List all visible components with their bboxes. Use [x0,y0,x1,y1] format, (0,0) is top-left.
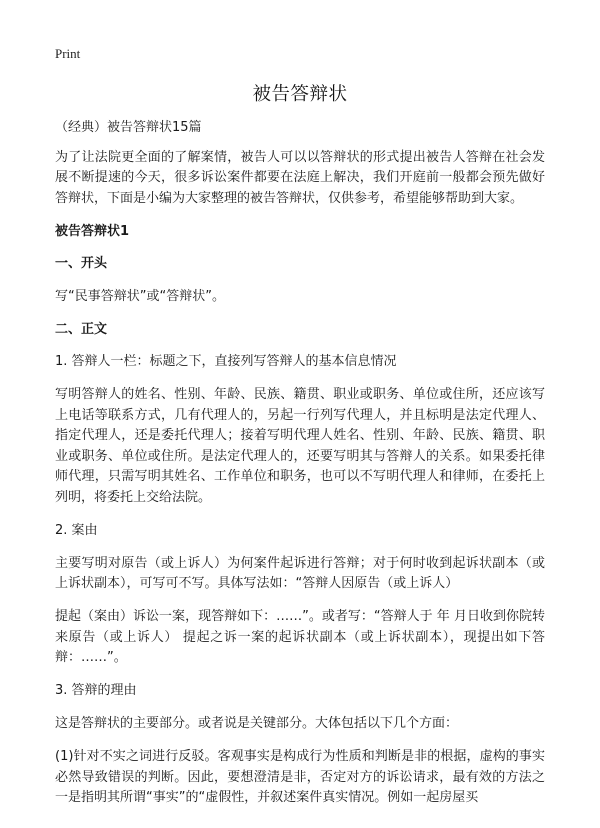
print-link[interactable]: Print [55,46,81,61]
item-3-point-1: (1)针对不实之词进行反驳。客观事实是构成行为性质和判断是非的根据，虚构的事实必然导致错误的判断。因此，要想澄清是非，否定对方的诉讼请求，最有效的方法之一是指明其所谓“事实”的“虚假性，并叙述案件真实情况。例如一起房屋买 [55,749,545,805]
item-1-title: 1. 答辩人一栏：标题之下，直接列写答辩人的基本信息情况 [55,354,397,369]
item-3-paragraph: 这是答辩状的主要部分。或者说是关键部分。大体包括以下几个方面： [55,716,459,731]
heading-opening: 一、开头 [55,256,108,271]
item-2-paragraph-2: 提起（案由）诉讼一案，现答辩如下：……”。或者写：“答辩人于 年 月日收到你院转来原告（或上诉人） 提起之诉一案的起诉状副本（或上诉状副本），现提出如下答辩：……”。 [55,609,545,665]
item-3-title: 3. 答辩的理由 [55,683,137,698]
document-body [55,118,545,821]
document-subtitle: （经典）被告答辩状15篇 [55,120,202,135]
item-1-paragraph: 写明答辩人的姓名、性别、年龄、民族、籍贯、职业或职务、单位或住所，还应该写上电话等联系方式，几有代理人的，另起一行列写代理人，并且标明是法定代理人、指定代理人，还是委托代理人；接着写明代理人姓名、性别、年龄、民族、籍贯、职业或职务、单位或住所。是法定代理人的，还要写明其与答辩人的关系。如果委托律师代理，只需写明其姓名、工作单位和职务，也可以不写明代理人和律师，在委托上列明，将委托上交给法院。 [55,387,545,505]
opening-paragraph: 写“民事答辩状”或“答辩状”。 [55,288,225,304]
item-2-paragraph-1: 主要写明对原告（或上诉人）为何案件起诉进行答辩；对于何时收到起诉状副本（或上诉状副本），可写可不写。具体写法如：“答辩人因原告（或上诉人） [55,555,545,591]
section-title: 被告答辩状1 [55,223,130,239]
intro-paragraph: 为了让法院更全面的了解案情，被告人可以以答辩状的形式提出被告人答辩在社会发展不断提速的今天，很多诉讼案件都要在法庭上解决，我们开庭前一般都会预先做好答辩状，下面是小编为大家整理的被告答辩状，仅供参考，希望能够帮助到大家。 [55,149,545,206]
heading-body: 二、正文 [55,321,108,337]
document-title: 被告答辩状 [252,84,348,105]
item-2-title: 2. 案由 [55,522,98,538]
